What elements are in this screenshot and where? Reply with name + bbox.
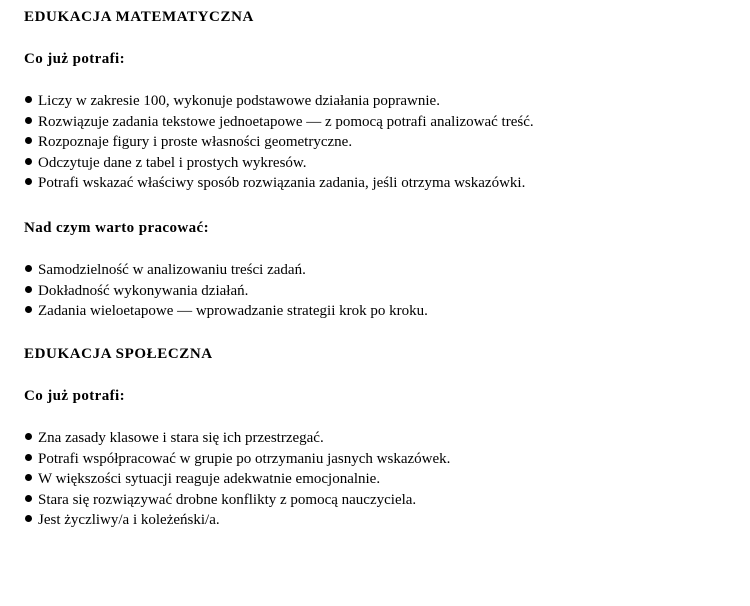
list-item — [24, 469, 450, 490]
list-social-can — [24, 428, 450, 531]
list-item-text: Potrafi współpracować w grupie po otrzymaniu jasnych wskazówek. — [38, 450, 451, 467]
list-math-can — [24, 91, 534, 194]
bullet-icon — [25, 117, 32, 124]
list-item-text: Rozwiązuje zadania tekstowe jednoetapowe — z pomocą potrafi analizować treść. — [38, 113, 534, 130]
list-item — [24, 281, 428, 302]
list-item-text: Jest życzliwy/a i koleżeński/a. — [38, 512, 220, 529]
list-item-text: Samodzielność w analizowaniu treści zadań. — [38, 262, 306, 278]
list-item-text: Rozpoznaje figury i proste własności geometryczne. — [38, 134, 353, 151]
list-item-text: Zadania wieloetapowe — wprowadzanie strategii krok po kroku. — [38, 303, 428, 320]
list-item — [24, 153, 534, 174]
subheading-math-work: Nad czym warto pracować: — [24, 220, 209, 236]
section-heading-social: EDUKACJA SPOŁECZNA — [24, 346, 213, 362]
list-item-text: Liczy w zakresie 100, wykonuje podstawowe działania poprawnie. — [38, 93, 440, 109]
bullet-icon — [25, 306, 32, 313]
bullet-icon — [25, 286, 32, 293]
list-item — [24, 173, 534, 194]
list-math-work — [24, 260, 428, 322]
list-item — [24, 91, 534, 112]
list-item — [24, 428, 450, 449]
list-item-text: Stara się rozwiązywać drobne konflikty z pomocą nauczyciela. — [38, 491, 417, 508]
list-item-text: Dokładność wykonywania działań. — [38, 282, 249, 299]
bullet-icon — [25, 474, 32, 481]
section-heading-math: EDUKACJA MATEMATYCZNA — [24, 9, 254, 25]
subheading-math-can: Co już potrafi: — [24, 51, 125, 67]
bullet-icon — [25, 495, 32, 502]
bullet-icon — [25, 158, 32, 165]
list-item-text: Potrafi wskazać właściwy sposób rozwiązania zadania, jeśli otrzyma wskazówki. — [38, 175, 526, 192]
subheading-social-can: Co już potrafi: — [24, 388, 125, 404]
bullet-icon — [25, 454, 32, 461]
bullet-icon — [25, 433, 32, 440]
bullet-icon — [25, 515, 32, 522]
list-item — [24, 301, 428, 322]
list-item-text: Odczytuje dane z tabel i prostych wykresów. — [38, 154, 307, 171]
list-item — [24, 510, 450, 531]
list-item — [24, 112, 534, 133]
bullet-icon — [25, 137, 32, 144]
list-item — [24, 490, 450, 511]
bullet-icon — [25, 178, 32, 185]
list-item-text: Zna zasady klasowe i stara się ich przestrzegać. — [38, 430, 324, 446]
list-item-text: W większości sytuacji reaguje adekwatnie emocjonalnie. — [38, 471, 381, 488]
list-item — [24, 132, 534, 153]
bullet-icon — [25, 96, 32, 103]
list-item — [24, 260, 428, 281]
bullet-icon — [25, 265, 32, 272]
list-item — [24, 449, 450, 470]
